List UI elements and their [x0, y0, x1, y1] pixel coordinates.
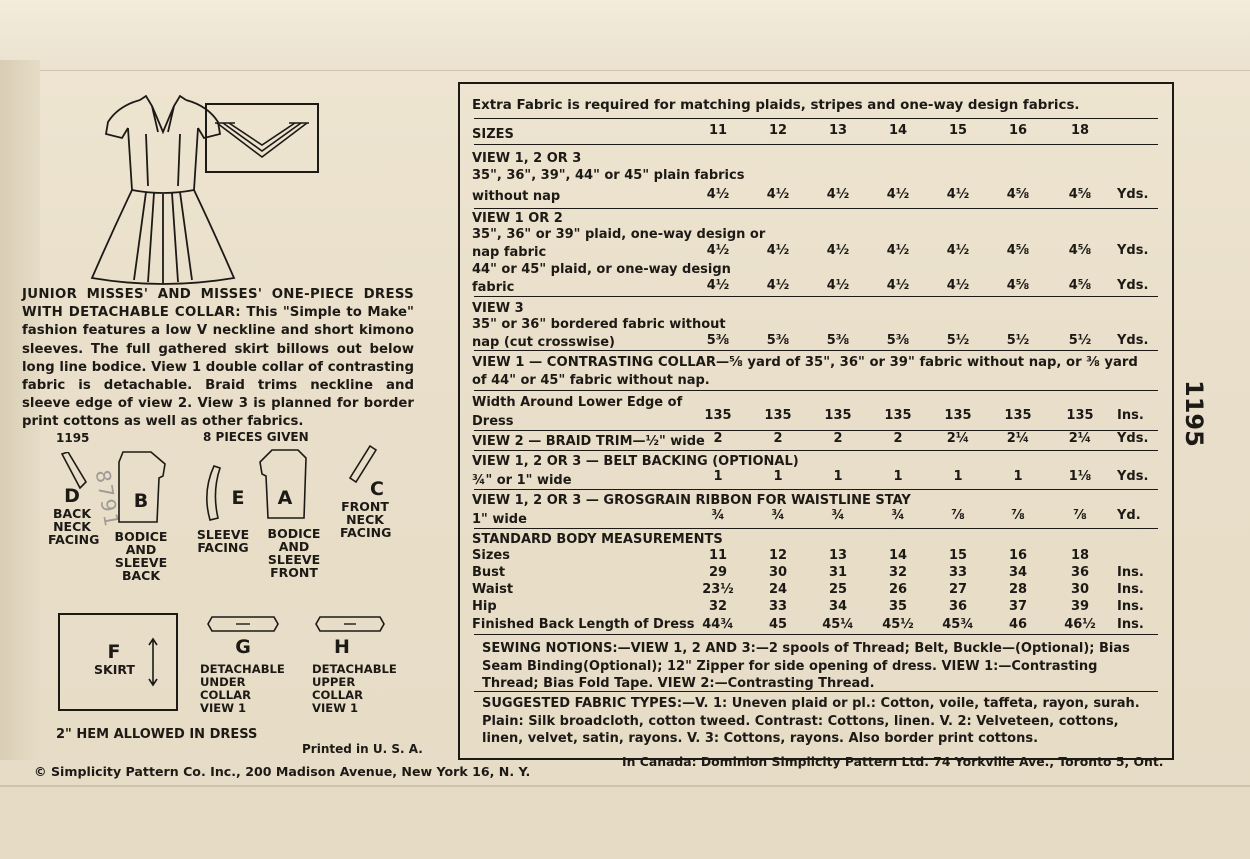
- view123-yardage-value: 4⅝: [1006, 187, 1030, 202]
- width-value: 135: [884, 408, 912, 423]
- body-measure-value: 27: [948, 582, 968, 597]
- piece-a-letter: A: [277, 487, 293, 509]
- piece-d-label-3: FACING: [48, 532, 100, 547]
- view12-yardage-a-value: 4⅝: [1068, 243, 1092, 258]
- body-measure-value: 34: [1008, 565, 1028, 580]
- braid-value: 2: [713, 431, 723, 446]
- body-measure-value: 37: [1008, 599, 1028, 614]
- body-measure-value: 44¾: [702, 617, 734, 632]
- collar-line-2: of 44" or 45" fabric without nap.: [472, 373, 710, 388]
- body-measure-unit: Ins.: [1117, 565, 1144, 580]
- view12-yardage-b-value: 4½: [886, 278, 910, 293]
- braid-label: VIEW 2 — BRAID TRIM—½" wide: [472, 434, 705, 449]
- braid-value: 2¼: [1006, 431, 1030, 446]
- chart-note: Extra Fabric is required for matching plaids, stripes and one-way design fabrics.: [472, 98, 1080, 113]
- piece-e-label-1: SLEEVE: [196, 527, 250, 542]
- chart-rule: [474, 489, 1158, 490]
- piece-c-label-1: FRONT: [341, 499, 389, 514]
- size-value: 14: [888, 123, 908, 138]
- yardage-chart: [458, 82, 1174, 760]
- chart-rule: [474, 528, 1158, 529]
- braid-value: 2: [893, 431, 903, 446]
- piece-f-letter: F: [107, 641, 121, 663]
- size-value: 12: [768, 123, 788, 138]
- body-measure-value: 45¼: [822, 617, 854, 632]
- body-measure-value: 25: [828, 582, 848, 597]
- description-heading: JUNIOR MISSES' AND MISSES' ONE-PIECE DRESS WITH DETACHABLE COLLAR:: [22, 287, 414, 321]
- piece-e-letter: E: [231, 487, 245, 509]
- view123-yardage-value: 4½: [946, 187, 970, 202]
- body-measure-value: 18: [1070, 548, 1090, 563]
- body-measure-value: 36: [1070, 565, 1090, 580]
- ribbon-label: VIEW 1, 2 OR 3 — GROSGRAIN RIBBON FOR WAISTLINE STAY: [472, 493, 911, 508]
- piece-a-label-3: SLEEVE: [267, 552, 321, 567]
- ribbon-value: ¾: [711, 508, 725, 523]
- view12-yardage-a-value: 4½: [826, 243, 850, 258]
- canada-distributor: In Canada: Dominion Simplicity Pattern Ltd. 74 Yorkville Ave., Toronto 5, Ont.: [622, 754, 1164, 769]
- piece-b-letter: B: [133, 490, 149, 512]
- size-value: 18: [1070, 123, 1090, 138]
- body-measure-value: 26: [888, 582, 908, 597]
- piece-h-label-4: VIEW 1: [312, 701, 359, 715]
- pattern-number-small: 1195: [56, 431, 90, 445]
- printed-in-usa: Printed in U. S. A.: [302, 742, 423, 756]
- piece-f: [94, 641, 134, 676]
- view3-yardage-value: 5½: [1068, 333, 1092, 348]
- braid-unit: Yds.: [1117, 431, 1149, 446]
- belt-value: 1: [713, 469, 723, 484]
- body-measure-value: 32: [708, 599, 728, 614]
- view12-yardage-b-value: 4½: [826, 278, 850, 293]
- size-value: 16: [1008, 123, 1028, 138]
- piece-h-letter-box: [320, 636, 364, 658]
- width-unit: Ins.: [1117, 408, 1144, 423]
- piece-a-label-2: AND: [278, 539, 310, 554]
- copyright-line: © Simplicity Pattern Co. Inc., 200 Madison Avenue, New York 16, N. Y.: [34, 764, 531, 779]
- piece-g-letter: G: [235, 636, 251, 658]
- piece-g-shape: [206, 614, 280, 634]
- piece-d-label-1: BACK: [52, 506, 92, 521]
- piece-a-label-1: BODICE: [267, 526, 321, 541]
- body-measure-value: 24: [768, 582, 788, 597]
- piece-g: [200, 663, 292, 715]
- body-measure-value: 45¾: [942, 617, 974, 632]
- width-value: 135: [824, 408, 852, 423]
- width-value: 135: [1004, 408, 1032, 423]
- size-value: 15: [948, 123, 968, 138]
- piece-e-shape: [200, 464, 222, 522]
- piece-b-label-1: BODICE: [114, 529, 168, 544]
- body-measure-value: 39: [1070, 599, 1090, 614]
- belt-value: 1: [893, 469, 903, 484]
- view3-desc2: nap (cut crosswise): [472, 335, 615, 350]
- body-measure-unit: Ins.: [1117, 617, 1144, 632]
- ribbon-value: ¾: [831, 508, 845, 523]
- view12-yardage-a-value: 4½: [706, 243, 730, 258]
- belt-label: VIEW 1, 2 OR 3 — BELT BACKING (OPTIONAL): [472, 454, 799, 469]
- view123-yardage-value: 4½: [766, 187, 790, 202]
- body-measure-unit: Ins.: [1117, 582, 1144, 597]
- view123-desc2: without nap: [472, 189, 561, 204]
- body-row-label: Hip: [472, 599, 497, 614]
- suggested-fabrics: SUGGESTED FABRIC TYPES:—V. 1: Uneven plaid or pl.: Cotton, voile, taffeta, rayon, surah. Plain: Silk broadcloth, cotton tweed. Contrast: Cottons, linen. V. 2: Velveteen, cottons, linen, velvet, satin, rayons. V. 3: Cottons, rayons. Also border print cottons.: [482, 696, 1140, 746]
- body-measure-value: 34: [828, 599, 848, 614]
- piece-a: [264, 527, 324, 579]
- body-measure-value: 16: [1008, 548, 1028, 563]
- piece-c: [340, 478, 390, 539]
- piece-b-label-3: SLEEVE: [114, 555, 168, 570]
- view12-desc1: 35", 36" or 39" plaid, one-way design or: [472, 227, 766, 242]
- braid-value: 2: [773, 431, 783, 446]
- belt-value: 1⅛: [1068, 469, 1092, 484]
- body-measure-unit: Ins.: [1117, 599, 1144, 614]
- description-text: This "Simple to Make" fashion features a low V neckline and short kimono sleeves. The full gathered skirt billows out below long line bodice. View 1 double collar of contrasting fabric is detachable. Braid trims neckline and sleeve edge of view 2. View 3 is planned for border print cottons as well as other fabrics.: [22, 305, 414, 430]
- body-measure-value: 45: [768, 617, 788, 632]
- size-value: 11: [708, 123, 728, 138]
- view3-yardage-value: 5½: [1006, 333, 1030, 348]
- piece-g-letter-box: [216, 636, 270, 658]
- collar-detail-illustration: [207, 105, 317, 171]
- width-value: 135: [1066, 408, 1094, 423]
- view123-desc1: 35", 36", 39", 44" or 45" plain fabrics: [472, 168, 745, 183]
- view3-yardage-unit: Yds.: [1117, 333, 1149, 348]
- width-desc1: Width Around Lower Edge of: [472, 395, 683, 410]
- width-desc2: Dress: [472, 414, 514, 429]
- piece-b-shape: [115, 450, 167, 524]
- piece-h-letter: H: [334, 636, 350, 658]
- width-value: 135: [704, 408, 732, 423]
- piece-b: [114, 530, 168, 582]
- body-measure-value: 30: [768, 565, 788, 580]
- body-measure-value: 45½: [882, 617, 914, 632]
- body-measure-value: 12: [768, 548, 788, 563]
- view123-yardage-value: 4⅝: [1068, 187, 1092, 202]
- view12-desc2: nap fabric: [472, 245, 547, 260]
- view12-yardage-a-value: 4½: [886, 243, 910, 258]
- body-row-label: Sizes: [472, 548, 510, 563]
- chart-rule: [474, 634, 1158, 635]
- piece-g-label-2: UNDER: [200, 675, 246, 689]
- piece-h-label-3: COLLAR: [312, 688, 364, 702]
- piece-a-shape: [258, 448, 310, 520]
- body-measure-value: 13: [828, 548, 848, 563]
- piece-e: [192, 528, 254, 554]
- ink-stamp: 8791: [90, 467, 125, 531]
- body-measure-value: 32: [888, 565, 908, 580]
- grainline-arrow-icon: [146, 637, 160, 687]
- view12-yardage-b-value: 4⅝: [1006, 278, 1030, 293]
- ribbon-desc: 1" wide: [472, 512, 527, 527]
- envelope-flap: [0, 0, 1250, 71]
- ribbon-value: ¾: [771, 508, 785, 523]
- piece-a-label-4: FRONT: [270, 565, 318, 580]
- chart-rule: [474, 390, 1158, 391]
- braid-value: 2¼: [1068, 431, 1092, 446]
- view12-yardage-a-value: 4⅝: [1006, 243, 1030, 258]
- piece-b-label-4: BACK: [121, 568, 161, 583]
- width-value: 135: [944, 408, 972, 423]
- body-measure-value: 36: [948, 599, 968, 614]
- chart-rule: [474, 691, 1158, 692]
- view3-yardage-value: 5⅜: [706, 333, 730, 348]
- view12-desc4: fabric: [472, 280, 515, 295]
- body-measure-value: 23½: [702, 582, 734, 597]
- body-measure-value: 35: [888, 599, 908, 614]
- ribbon-value: ⅞: [1011, 508, 1025, 523]
- body-measure-value: 33: [768, 599, 788, 614]
- chart-rule: [474, 144, 1158, 145]
- piece-b-letter-box: [118, 490, 164, 512]
- view3-yardage-value: 5⅜: [826, 333, 850, 348]
- belt-value: 1: [773, 469, 783, 484]
- piece-a-letter-box: [266, 487, 304, 509]
- ribbon-value: ⅞: [951, 508, 965, 523]
- piece-g-label-4: VIEW 1: [200, 701, 247, 715]
- pieces-given-label: 8 PIECES GIVEN: [203, 430, 309, 444]
- piece-f-label: SKIRT: [94, 662, 135, 677]
- braid-value: 2¼: [946, 431, 970, 446]
- view3-desc1: 35" or 36" bordered fabric without: [472, 317, 726, 332]
- collar-detail-box: [205, 103, 319, 173]
- chart-rule: [474, 350, 1158, 351]
- belt-desc: ¾" or 1" wide: [472, 473, 572, 488]
- body-measure-value: 46½: [1064, 617, 1096, 632]
- pattern-description: [22, 286, 414, 432]
- ribbon-value: ¾: [891, 508, 905, 523]
- piece-d: [48, 485, 100, 547]
- envelope-crease: [0, 785, 1250, 787]
- piece-d-label-2: NECK: [53, 519, 91, 534]
- body-row-label: Finished Back Length of Dress: [472, 617, 695, 632]
- view3-title: VIEW 3: [472, 301, 524, 316]
- body-measure-value: 33: [948, 565, 968, 580]
- view12-yardage-a-unit: Yds.: [1117, 243, 1149, 258]
- body-row-label: Bust: [472, 565, 506, 580]
- body-title: STANDARD BODY MEASUREMENTS: [472, 532, 723, 547]
- piece-e-letter-box: [226, 487, 250, 509]
- piece-b-label-2: AND: [125, 542, 157, 557]
- body-measure-value: 31: [828, 565, 848, 580]
- piece-g-label-3: COLLAR: [200, 688, 252, 702]
- body-measure-value: 46: [1008, 617, 1028, 632]
- piece-g-label-1: DETACHABLE: [200, 662, 285, 676]
- sizes-label: SIZES: [472, 127, 514, 142]
- belt-value: 1: [1013, 469, 1023, 484]
- piece-d-letter: D: [64, 485, 80, 507]
- body-measure-value: 29: [708, 565, 728, 580]
- view3-yardage-value: 5½: [946, 333, 970, 348]
- view12-yardage-a-value: 4½: [766, 243, 790, 258]
- view12-yardage-b-value: 4⅝: [1068, 278, 1092, 293]
- chart-rule: [474, 450, 1158, 451]
- view12-yardage-b-value: 4½: [766, 278, 790, 293]
- view123-yardage-value: 4½: [886, 187, 910, 202]
- piece-c-label-2: NECK: [346, 512, 384, 527]
- view12-desc3: 44" or 45" plaid, or one-way design: [472, 262, 731, 277]
- ribbon-unit: Yd.: [1117, 508, 1141, 523]
- body-measure-value: 30: [1070, 582, 1090, 597]
- view12-yardage-b-value: 4½: [706, 278, 730, 293]
- braid-value: 2: [833, 431, 843, 446]
- body-measure-value: 11: [708, 548, 728, 563]
- ribbon-value: ⅞: [1073, 508, 1087, 523]
- view123-title: VIEW 1, 2 OR 3: [472, 151, 582, 166]
- pattern-number-vertical: 1195: [1180, 380, 1208, 447]
- size-value: 13: [828, 123, 848, 138]
- view123-yardage-value: 4½: [826, 187, 850, 202]
- hem-note: 2" HEM ALLOWED IN DRESS: [56, 727, 258, 742]
- belt-value: 1: [953, 469, 963, 484]
- view12-title: VIEW 1 OR 2: [472, 211, 563, 226]
- view3-yardage-value: 5⅜: [886, 333, 910, 348]
- sewing-notions: SEWING NOTIONS:—VIEW 1, 2 AND 3:—2 spools of Thread; Belt, Buckle—(Optional); Bias Seam Binding(Optional); 12" Zipper for side opening of dress. VIEW 1:—Contrasting Thread; Bias Fold Tape. VIEW 2:—Contrasting Thread.: [482, 641, 1130, 691]
- piece-f-skirt-shape: [58, 613, 178, 711]
- view123-yardage-value: 4½: [706, 187, 730, 202]
- chart-rule: [474, 296, 1158, 297]
- piece-h-shape: [314, 614, 386, 634]
- piece-c-letter: C: [370, 478, 384, 500]
- piece-e-label-2: FACING: [197, 540, 249, 555]
- view12-yardage-b-value: 4½: [946, 278, 970, 293]
- chart-rule: [474, 208, 1158, 209]
- body-measure-value: 15: [948, 548, 968, 563]
- view12-yardage-a-value: 4½: [946, 243, 970, 258]
- piece-h-label-2: UPPER: [312, 675, 356, 689]
- chart-rule: [474, 118, 1158, 119]
- view123-yardage-unit: Yds.: [1117, 187, 1149, 202]
- piece-h: [312, 663, 402, 715]
- body-row-label: Waist: [472, 582, 514, 597]
- view12-yardage-b-unit: Yds.: [1117, 278, 1149, 293]
- body-measure-value: 14: [888, 548, 908, 563]
- belt-unit: Yds.: [1117, 469, 1149, 484]
- width-value: 135: [764, 408, 792, 423]
- piece-c-label-3: FACING: [340, 525, 392, 540]
- piece-h-label-1: DETACHABLE: [312, 662, 397, 676]
- view3-yardage-value: 5⅜: [766, 333, 790, 348]
- collar-line-1: VIEW 1 — CONTRASTING COLLAR—⅝ yard of 35", 36" or 39" fabric without nap, or ⅜ yard: [472, 355, 1138, 370]
- body-measure-value: 28: [1008, 582, 1028, 597]
- belt-value: 1: [833, 469, 843, 484]
